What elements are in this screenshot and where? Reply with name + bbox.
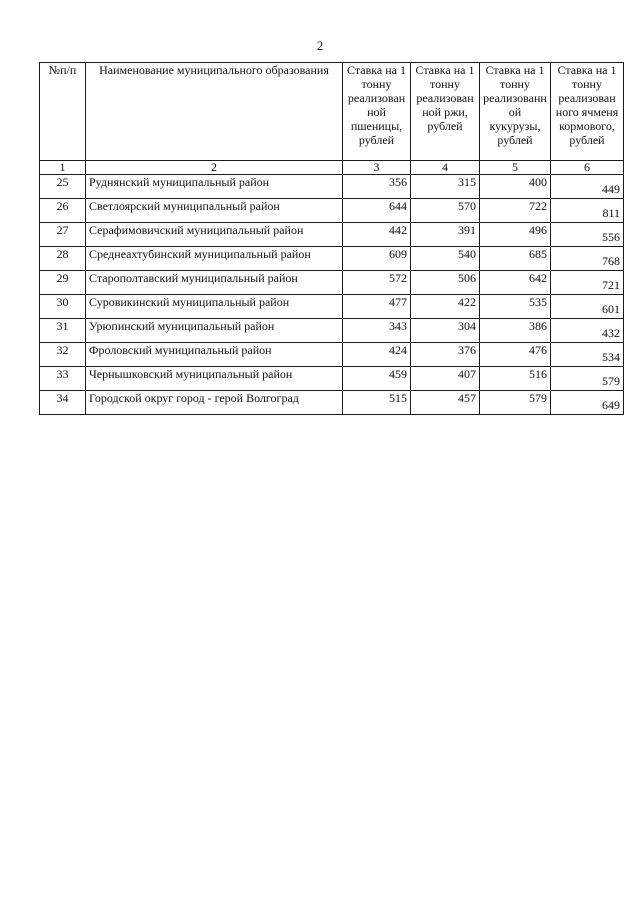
municipality-name: Руднянский муниципальный район	[86, 175, 343, 199]
column-index: 1	[40, 161, 86, 175]
table-row	[40, 199, 624, 223]
barley-rate: 721	[551, 271, 624, 295]
barley-rate: 579	[551, 367, 624, 391]
rye-rate: 304	[411, 319, 480, 343]
table-row	[40, 223, 624, 247]
corn-rate: 496	[480, 223, 551, 247]
barley-rate: 534	[551, 343, 624, 367]
municipality-name: Городской округ город - герой Волгоград	[86, 391, 343, 415]
municipality-name: Суровикинский муниципальный район	[86, 295, 343, 319]
wheat-rate: 459	[343, 367, 411, 391]
wheat-rate: 356	[343, 175, 411, 199]
table-row	[40, 175, 624, 199]
barley-rate: 432	[551, 319, 624, 343]
column-index: 4	[411, 161, 480, 175]
column-index: 5	[480, 161, 551, 175]
municipality-name: Среднеахтубинский муниципальный район	[86, 247, 343, 271]
column-index: 2	[86, 161, 343, 175]
corn-rate: 386	[480, 319, 551, 343]
table-row	[40, 247, 624, 271]
row-number: 26	[40, 199, 86, 223]
municipality-name: Фроловский муниципальный район	[86, 343, 343, 367]
corn-rate: 535	[480, 295, 551, 319]
wheat-rate: 572	[343, 271, 411, 295]
rye-rate: 422	[411, 295, 480, 319]
table-header-row	[40, 63, 624, 161]
municipality-name: Светлоярский муниципальный район	[86, 199, 343, 223]
row-number: 34	[40, 391, 86, 415]
barley-rate: 649	[551, 391, 624, 415]
rye-rate: 376	[411, 343, 480, 367]
column-index: 3	[343, 161, 411, 175]
barley-rate: 768	[551, 247, 624, 271]
row-number: 31	[40, 319, 86, 343]
corn-rate: 685	[480, 247, 551, 271]
rye-rate: 407	[411, 367, 480, 391]
municipality-name: Чернышковский муниципальный район	[86, 367, 343, 391]
table-row	[40, 343, 624, 367]
corn-rate: 722	[480, 199, 551, 223]
row-number: 30	[40, 295, 86, 319]
rye-rate: 457	[411, 391, 480, 415]
corn-rate: 476	[480, 343, 551, 367]
rye-rate: 540	[411, 247, 480, 271]
table-row	[40, 271, 624, 295]
header-number: №п/п	[40, 63, 86, 161]
row-number: 33	[40, 367, 86, 391]
row-number: 29	[40, 271, 86, 295]
wheat-rate: 442	[343, 223, 411, 247]
barley-rate: 811	[551, 199, 624, 223]
table-row	[40, 319, 624, 343]
barley-rate: 601	[551, 295, 624, 319]
municipality-name: Урюпинский муниципальный район	[86, 319, 343, 343]
column-index: 6	[551, 161, 624, 175]
wheat-rate: 477	[343, 295, 411, 319]
barley-rate: 556	[551, 223, 624, 247]
column-index-row	[40, 161, 624, 175]
rye-rate: 315	[411, 175, 480, 199]
rye-rate: 570	[411, 199, 480, 223]
row-number: 32	[40, 343, 86, 367]
municipality-name: Серафимовичский муниципальный район	[86, 223, 343, 247]
header-wheat-rate: Ставка на 1 тонну реализован ной пшеницы, рублей	[343, 63, 411, 161]
table-row	[40, 367, 624, 391]
wheat-rate: 343	[343, 319, 411, 343]
header-municipality: Наименование муниципального образования	[86, 63, 343, 161]
rye-rate: 506	[411, 271, 480, 295]
header-barley-rate: Ставка на 1 тонну реализован ного ячменя кормового, рублей	[551, 63, 624, 161]
wheat-rate: 424	[343, 343, 411, 367]
corn-rate: 400	[480, 175, 551, 199]
wheat-rate: 609	[343, 247, 411, 271]
header-corn-rate: Ставка на 1 тонну реализованн ой кукурузы, рублей	[480, 63, 551, 161]
header-rye-rate: Ставка на 1 тонну реализован ной ржи, рублей	[411, 63, 480, 161]
wheat-rate: 515	[343, 391, 411, 415]
rates-table	[39, 62, 624, 415]
row-number: 27	[40, 223, 86, 247]
barley-rate: 449	[551, 175, 624, 199]
corn-rate: 642	[480, 271, 551, 295]
table-row	[40, 391, 624, 415]
rye-rate: 391	[411, 223, 480, 247]
wheat-rate: 644	[343, 199, 411, 223]
table-row	[40, 295, 624, 319]
corn-rate: 516	[480, 367, 551, 391]
row-number: 25	[40, 175, 86, 199]
municipality-name: Старополтавский муниципальный район	[86, 271, 343, 295]
row-number: 28	[40, 247, 86, 271]
page-number: 2	[316, 38, 324, 53]
corn-rate: 579	[480, 391, 551, 415]
